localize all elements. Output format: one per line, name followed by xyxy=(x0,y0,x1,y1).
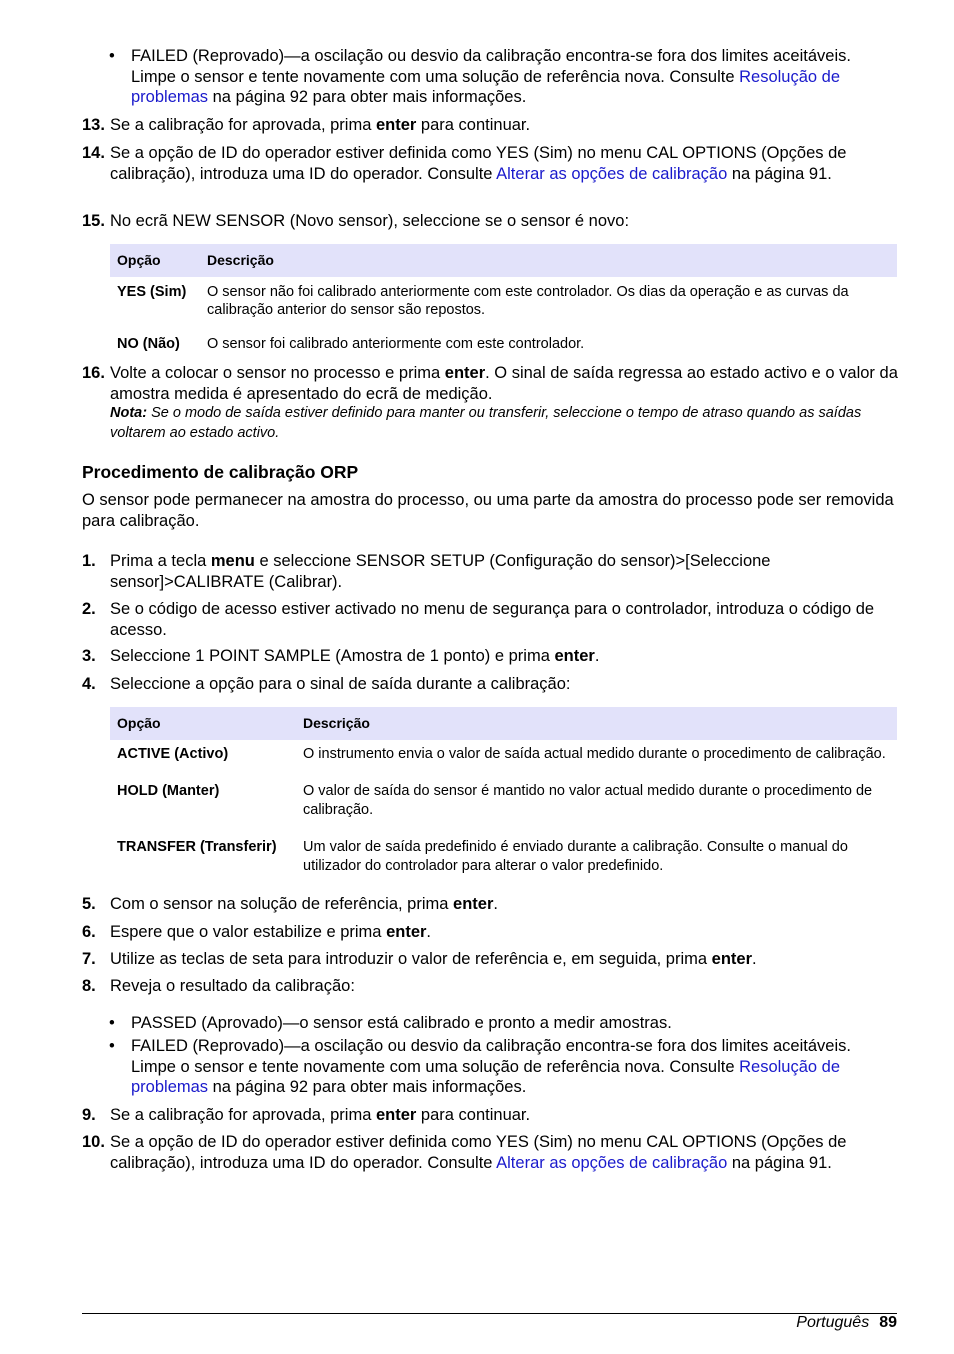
table-header-option: Opção xyxy=(110,707,296,740)
step-text: Utilize as teclas de seta para introduzir o valor de referência e, em seguida, prima enter. xyxy=(110,950,757,968)
step-text: Seleccione a opção para o sinal de saída durante a calibração: xyxy=(110,675,571,693)
failed-bullet-text: FAILED (Reprovado)—a oscilação ou desvio da calibração encontra-se fora dos limites aceitáveis. Limpe o sensor e tente novamente com uma solução de referência nova. Consulte Resolução de problemas na página 92 para obter mais informações. xyxy=(131,1037,851,1096)
page-footer xyxy=(796,1313,897,1333)
section-intro: O sensor pode permanecer na amostra do processo, ou uma parte da amostra do processo pode ser removida para calibração. xyxy=(82,491,894,530)
step-number: 1. xyxy=(82,552,96,570)
section-heading: Procedimento de calibração ORP xyxy=(82,462,359,482)
step-text: Se a opção de ID do operador estiver definida como YES (Sim) no menu CAL OPTIONS (Opções de calibração), introduza uma ID do operador. Consulte Alterar as opções de calibração na página 91. xyxy=(110,1133,847,1172)
step-text: Reveja o resultado da calibração: xyxy=(110,977,355,995)
troubleshooting-link[interactable]: Resolução de problemas xyxy=(131,67,841,106)
step-number: 2. xyxy=(82,600,96,618)
option-cell: YES (Sim) xyxy=(117,283,187,300)
bullet-marker: • xyxy=(109,1014,115,1032)
step-number: 6. xyxy=(82,923,96,941)
option-cell: TRANSFER (Transferir) xyxy=(117,839,277,855)
table-row xyxy=(110,740,897,770)
bullet-marker: • xyxy=(109,1037,115,1055)
step-number: 4. xyxy=(82,675,96,693)
step-number: 14. xyxy=(82,144,105,162)
table-header-description: Descrição xyxy=(200,244,897,277)
step-text: Se a calibração for aprovada, prima enter para continuar. xyxy=(110,116,531,134)
description-cell: O instrumento envia o valor de saída actual medido durante o procedimento de calibração. xyxy=(303,745,886,762)
step-number: 5. xyxy=(82,895,96,913)
step-number: 8. xyxy=(82,977,96,995)
footer-divider xyxy=(82,1313,897,1314)
cal-options-link[interactable]: Alterar as opções de calibração xyxy=(496,164,728,183)
step-number: 16. xyxy=(82,364,105,382)
cal-options-link[interactable]: Alterar as opções de calibração xyxy=(496,1153,728,1172)
table-row xyxy=(110,277,897,326)
step-text: Prima a tecla menu e seleccione SENSOR SETUP (Configuração do sensor)>[Seleccione sensor]>CALIBRATE (Calibrar). xyxy=(110,552,771,591)
step-text: Se o código de acesso estiver activado no menu de segurança para o controlador, introduza o código de acesso. xyxy=(110,600,875,639)
output-signal-options-table xyxy=(110,707,897,881)
table-row xyxy=(110,326,897,360)
step-text: Se a calibração for aprovada, prima enter para continuar. xyxy=(110,1106,531,1124)
description-cell: O valor de saída do sensor é mantido no valor actual medido durante o procedimento de calibração. xyxy=(303,783,873,818)
table-header-option: Opção xyxy=(110,244,200,277)
step-number: 13. xyxy=(82,116,105,134)
description-cell: Um valor de saída predefinido é enviado durante a calibração. Consulte o manual do utilizador do controlador para alterar o valor predefinido. xyxy=(303,839,848,874)
option-cell: NO (Não) xyxy=(117,335,180,352)
passed-bullet-text: PASSED (Aprovado)—o sensor está calibrado e pronto a medir amostras. xyxy=(131,1014,672,1032)
table-header-row xyxy=(110,707,897,740)
table-row xyxy=(110,769,897,825)
step-number: 15. xyxy=(82,212,105,230)
page-number: 89 xyxy=(879,1314,897,1331)
option-cell: ACTIVE (Activo) xyxy=(117,745,229,762)
step-text: No ecrã NEW SENSOR (Novo sensor), seleccione se o sensor é novo: xyxy=(110,212,630,230)
option-cell: HOLD (Manter) xyxy=(117,783,220,799)
description-cell: O sensor foi calibrado anteriormente com este controlador. xyxy=(207,335,585,352)
failed-bullet-text: FAILED (Reprovado)—a oscilação ou desvio da calibração encontra-se fora dos limites aceitáveis. Limpe o sensor e tente novamente com uma solução de referência nova. Consulte Resolução de problemas na página 92 para obter mais informações. xyxy=(131,47,851,106)
note-label: Nota: xyxy=(110,405,148,421)
step-number: 9. xyxy=(82,1106,96,1124)
table-row xyxy=(110,825,897,881)
step-number: 7. xyxy=(82,950,96,968)
troubleshooting-link[interactable]: Resolução de problemas xyxy=(131,1057,841,1096)
footer-language: Português xyxy=(796,1314,870,1331)
description-cell: O sensor não foi calibrado anteriormente com este controlador. Os dias da operação e as curvas da calibração anterior do sensor são repostos. xyxy=(207,283,849,318)
step-number: 10. xyxy=(82,1133,105,1151)
table-header-row xyxy=(110,244,897,277)
new-sensor-options-table xyxy=(110,244,897,359)
step-text: Volte a colocar o sensor no processo e prima enter. O sinal de saída regressa ao estado activo e o valor da amostra medida é apresentado do ecrã de medição. xyxy=(110,364,898,403)
step-text: Seleccione 1 POINT SAMPLE (Amostra de 1 ponto) e prima enter. xyxy=(110,647,600,665)
bullet-marker: • xyxy=(109,47,115,65)
step-text: Se a opção de ID do operador estiver definida como YES (Sim) no menu CAL OPTIONS (Opções de calibração), introduza uma ID do operador. Consulte Alterar as opções de calibração na página 91. xyxy=(110,144,847,183)
table-header-description: Descrição xyxy=(296,707,897,740)
step-text: Com o sensor na solução de referência, prima enter. xyxy=(110,895,498,913)
step-number: 3. xyxy=(82,647,96,665)
note: Nota: Se o modo de saída estiver definido para manter ou transferir, seleccione o tempo de atraso quando as saídas voltarem ao estado activo. xyxy=(110,405,862,441)
step-text: Espere que o valor estabilize e prima enter. xyxy=(110,923,432,941)
